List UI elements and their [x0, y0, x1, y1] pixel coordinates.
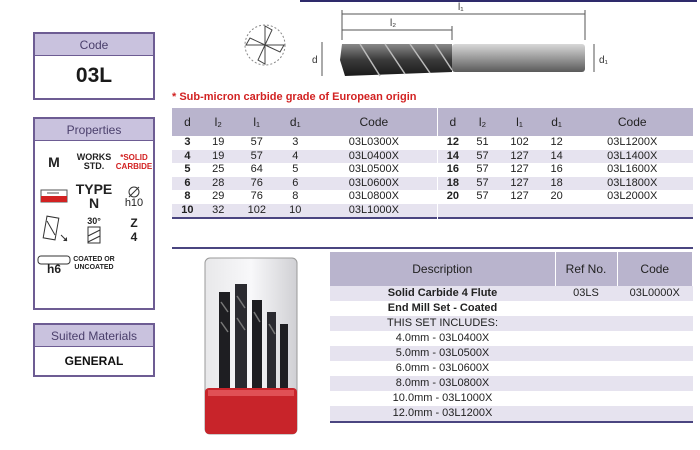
cell-l1: 127	[497, 177, 541, 191]
product-row	[330, 331, 693, 346]
coating-label: COATED OR UNCOATED	[73, 256, 115, 271]
end-mill-set-image	[172, 252, 328, 440]
cell-l1: 64	[250, 163, 263, 176]
table-row	[438, 190, 693, 204]
cell-d1	[542, 204, 572, 218]
cell-code: 03L0300X	[348, 136, 399, 149]
type-cell	[73, 179, 115, 213]
flutes-cell	[115, 213, 153, 247]
cell-d	[438, 204, 468, 218]
product-desc: 4.0mm - 03L0400X	[395, 332, 490, 344]
material-m: M	[48, 154, 60, 170]
helix-angle-cell	[73, 213, 115, 247]
code-box-header: Code	[35, 34, 153, 56]
cell-d: 3	[184, 136, 191, 149]
product-desc: 12.0mm - 03L1200X	[330, 406, 555, 422]
table-header-row	[172, 108, 437, 136]
cell-d: 18	[438, 177, 468, 191]
product-code	[617, 391, 693, 406]
solid-carbide-label: *SOLID CARBIDE	[115, 153, 153, 171]
col-l1: l₁	[234, 108, 280, 136]
cell-d1: 18	[542, 177, 572, 191]
dimensions-table-b	[438, 108, 693, 219]
cell-l1: 127	[497, 150, 541, 164]
product-ref: 03LS	[555, 286, 617, 301]
cell-l2: 57	[468, 150, 498, 164]
helix-icon	[84, 226, 104, 244]
cell-d: 8	[184, 190, 191, 203]
product-desc: 8.0mm - 03L0800X	[330, 376, 555, 391]
product-ref	[555, 346, 617, 361]
product-row	[330, 301, 693, 316]
cell-l2: 25	[212, 163, 225, 176]
product-row	[330, 316, 693, 331]
d-label: d	[312, 55, 318, 66]
product-desc: End Mill Set - Coated	[387, 302, 498, 314]
table-row	[172, 163, 437, 177]
code-value: 03L	[75, 64, 113, 87]
cell-l2: 57	[476, 190, 489, 203]
cell-d1: 20	[550, 190, 563, 203]
product-code	[617, 346, 693, 361]
h10-label: h10	[124, 196, 144, 209]
cell-l2: 28	[203, 177, 234, 191]
cell-d1: 16	[550, 163, 563, 176]
product-code	[617, 376, 693, 391]
product-ref	[555, 316, 617, 331]
carbide-note: * Sub-micron carbide grade of European origin	[172, 91, 417, 103]
col-ref-no: Ref No.	[555, 252, 617, 286]
table-row	[172, 150, 437, 164]
table-row	[172, 177, 437, 191]
table-row	[172, 136, 437, 150]
table-row	[438, 136, 693, 150]
product-ref	[555, 331, 617, 346]
col-l2: l₂	[468, 108, 498, 136]
cell-l1: 57	[234, 150, 280, 164]
code-box	[33, 32, 155, 100]
product-code	[617, 406, 693, 422]
col-d: d	[172, 108, 203, 136]
col-l2: l₂	[203, 108, 234, 136]
cell-l2: 19	[203, 150, 234, 164]
cell-d: 10	[172, 204, 203, 218]
cell-code: 03L0800X	[348, 190, 399, 203]
cell-d1: 5	[292, 163, 299, 176]
cell-code: 03L0400X	[311, 150, 437, 164]
cell-l2: 51	[476, 136, 489, 149]
product-desc: 6.0mm - 03L0600X	[395, 362, 490, 374]
l2-label: l₂	[390, 18, 397, 29]
product-ref	[555, 406, 617, 422]
type-label: TYPE	[75, 181, 113, 197]
cell-d: 20	[446, 190, 459, 203]
cell-d: 16	[446, 163, 459, 176]
cell-l1: 76	[250, 190, 263, 203]
product-section-rule	[172, 247, 693, 249]
cell-l1	[497, 204, 541, 218]
cell-l1: 76	[234, 177, 280, 191]
product-desc: 5.0mm - 03L0500X	[330, 346, 555, 361]
cell-l1: 102	[510, 136, 529, 149]
cell-l1: 102	[234, 204, 280, 218]
product-code	[617, 331, 693, 346]
properties-header: Properties	[35, 119, 153, 141]
cell-code: 03L1400X	[571, 150, 693, 164]
cell-code	[571, 204, 693, 218]
col-l1: l₁	[497, 108, 541, 136]
suited-materials-header: Suited Materials	[35, 325, 153, 347]
product-desc: THIS SET INCLUDES:	[330, 316, 555, 331]
properties-box	[33, 117, 155, 310]
cell-d1: 12	[550, 136, 563, 149]
d1-label: d₁	[599, 55, 608, 66]
product-code	[617, 361, 693, 376]
cell-code: 03L1000X	[311, 204, 437, 218]
suited-materials-box	[33, 323, 155, 377]
product-header-row	[330, 252, 693, 286]
cell-d1: 10	[280, 204, 311, 218]
product-ref	[555, 391, 617, 406]
cell-d1: 8	[292, 190, 299, 203]
cell-l1: 57	[250, 136, 263, 149]
cell-d: 14	[438, 150, 468, 164]
shank-icon	[35, 179, 73, 213]
product-row	[330, 376, 693, 391]
cell-l2: 57	[468, 177, 498, 191]
table-row	[438, 177, 693, 191]
table-row	[172, 204, 437, 218]
cell-d: 6	[172, 177, 203, 191]
shank-tolerance-cell	[35, 247, 73, 281]
angle-label: 30°	[87, 215, 101, 226]
product-row	[330, 286, 693, 301]
product-code	[617, 316, 693, 331]
tool-body	[340, 44, 585, 76]
product-row	[330, 346, 693, 361]
cell-code: 03L1800X	[571, 177, 693, 191]
cell-code: 03L0600X	[311, 177, 437, 191]
cell-l2: 29	[212, 190, 225, 203]
product-row	[330, 406, 693, 422]
product-ref	[555, 301, 617, 316]
cell-d: 12	[446, 136, 459, 149]
product-desc: Solid Carbide 4 Flute	[330, 286, 555, 301]
end-view-icon	[245, 25, 285, 65]
cell-l2: 19	[212, 136, 225, 149]
product-desc: 10.0mm - 03L1000X	[392, 392, 493, 404]
col-description: Description	[330, 252, 555, 286]
end-mill-drawing	[230, 0, 630, 90]
product-row	[330, 361, 693, 376]
col-code: Code	[571, 108, 693, 136]
cell-code: 03L2000X	[607, 190, 658, 203]
cell-code: 03L0500X	[348, 163, 399, 176]
cell-code: 03L1200X	[607, 136, 658, 149]
col-d1: d₁	[280, 108, 311, 136]
z-label: Z	[130, 216, 138, 230]
table-row	[438, 163, 693, 177]
suited-materials-value: GENERAL	[64, 354, 124, 368]
dimensions-table-a	[172, 108, 437, 219]
cell-d: 5	[184, 163, 191, 176]
product-code: 03L0000X	[617, 286, 693, 301]
table-header-row	[438, 108, 693, 136]
cell-d1: 14	[542, 150, 572, 164]
cell-l1: 127	[510, 163, 529, 176]
works-std-label: WORKS STD.	[76, 152, 112, 171]
h6-label: h6	[46, 261, 61, 276]
flute-cutter-icon	[35, 213, 73, 247]
cell-l2: 57	[476, 163, 489, 176]
col-code: Code	[311, 108, 437, 136]
table-row	[172, 190, 437, 204]
table-row	[438, 150, 693, 164]
product-table	[330, 252, 693, 423]
table-row	[438, 204, 693, 218]
col-d: d	[438, 108, 468, 136]
col-d1: d₁	[542, 108, 572, 136]
l1-label: l₁	[458, 2, 464, 13]
cell-l2	[468, 204, 498, 218]
cell-d: 4	[172, 150, 203, 164]
product-ref	[555, 376, 617, 391]
tolerance-h10-cell	[115, 179, 153, 213]
type-value: N	[88, 195, 100, 211]
cell-code: 03L1600X	[607, 163, 658, 176]
cell-d1: 4	[280, 150, 311, 164]
product-ref	[555, 361, 617, 376]
cell-d1: 6	[280, 177, 311, 191]
cell-d1: 3	[292, 136, 299, 149]
col-code: Code	[617, 252, 693, 286]
cell-l1: 127	[510, 190, 529, 203]
product-row	[330, 391, 693, 406]
cell-l2: 32	[203, 204, 234, 218]
properties-grid	[35, 145, 153, 309]
z-value: 4	[130, 230, 138, 244]
product-code	[617, 301, 693, 316]
